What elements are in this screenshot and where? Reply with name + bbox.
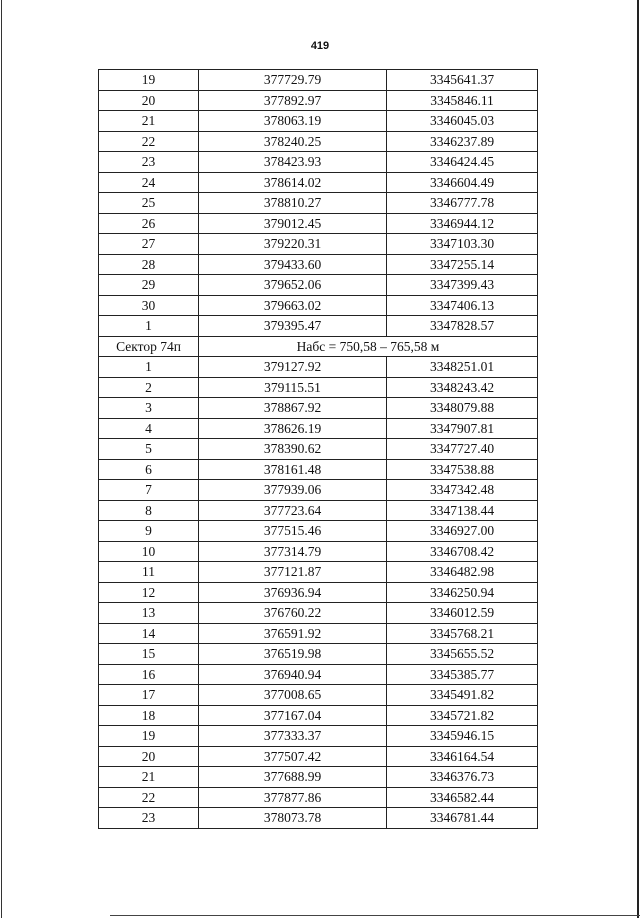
table-row <box>99 152 538 173</box>
table-row <box>99 193 538 214</box>
table-row <box>99 562 538 583</box>
table-row <box>99 644 538 665</box>
point-number-cell: 16 <box>99 664 199 685</box>
page-number: 419 <box>310 40 330 52</box>
table-row <box>99 70 538 91</box>
point-number-cell: 27 <box>99 234 199 255</box>
y-coordinate-cell: 3347406.13 <box>387 295 538 316</box>
point-number-cell: 5 <box>99 439 199 460</box>
table-row <box>99 131 538 152</box>
x-coordinate-cell: 378614.02 <box>199 172 387 193</box>
y-coordinate-cell: 3347538.88 <box>387 459 538 480</box>
y-coordinate-cell: 3347907.81 <box>387 418 538 439</box>
x-coordinate-cell: 377939.06 <box>199 480 387 501</box>
x-coordinate-cell: 378390.62 <box>199 439 387 460</box>
x-coordinate-cell: 378161.48 <box>199 459 387 480</box>
point-number-cell: 6 <box>99 459 199 480</box>
rows-before-sector <box>99 70 538 337</box>
point-number-cell: 25 <box>99 193 199 214</box>
coordinates-table <box>98 69 538 829</box>
y-coordinate-cell: 3346250.94 <box>387 582 538 603</box>
x-coordinate-cell: 379012.45 <box>199 213 387 234</box>
x-coordinate-cell: 378810.27 <box>199 193 387 214</box>
x-coordinate-cell: 379395.47 <box>199 316 387 337</box>
x-coordinate-cell: 377008.65 <box>199 685 387 706</box>
y-coordinate-cell: 3345385.77 <box>387 664 538 685</box>
point-number-cell: 17 <box>99 685 199 706</box>
y-coordinate-cell: 3346777.78 <box>387 193 538 214</box>
table-row <box>99 377 538 398</box>
table-row <box>99 357 538 378</box>
x-coordinate-cell: 377688.99 <box>199 767 387 788</box>
point-number-cell: 24 <box>99 172 199 193</box>
x-coordinate-cell: 378626.19 <box>199 418 387 439</box>
table-row <box>99 418 538 439</box>
y-coordinate-cell: 3347399.43 <box>387 275 538 296</box>
rows-after-sector <box>99 357 538 829</box>
point-number-cell: 1 <box>99 316 199 337</box>
y-coordinate-cell: 3348251.01 <box>387 357 538 378</box>
point-number-cell: 10 <box>99 541 199 562</box>
point-number-cell: 20 <box>99 90 199 111</box>
point-number-cell: 23 <box>99 152 199 173</box>
y-coordinate-cell: 3346424.45 <box>387 152 538 173</box>
y-coordinate-cell: 3345768.21 <box>387 623 538 644</box>
x-coordinate-cell: 378867.92 <box>199 398 387 419</box>
point-number-cell: 7 <box>99 480 199 501</box>
y-coordinate-cell: 3346237.89 <box>387 131 538 152</box>
x-coordinate-cell: 377167.04 <box>199 705 387 726</box>
table-row <box>99 275 538 296</box>
point-number-cell: 22 <box>99 131 199 152</box>
y-coordinate-cell: 3347255.14 <box>387 254 538 275</box>
y-coordinate-cell: 3347727.40 <box>387 439 538 460</box>
table-row <box>99 787 538 808</box>
y-coordinate-cell: 3346376.73 <box>387 767 538 788</box>
y-coordinate-cell: 3347138.44 <box>387 500 538 521</box>
table-row <box>99 705 538 726</box>
point-number-cell: 9 <box>99 521 199 542</box>
point-number-cell: 28 <box>99 254 199 275</box>
y-coordinate-cell: 3346708.42 <box>387 541 538 562</box>
point-number-cell: 11 <box>99 562 199 583</box>
x-coordinate-cell: 376591.92 <box>199 623 387 644</box>
table-row <box>99 254 538 275</box>
x-coordinate-cell: 377729.79 <box>199 70 387 91</box>
y-coordinate-cell: 3345641.37 <box>387 70 538 91</box>
point-number-cell: 15 <box>99 644 199 665</box>
y-coordinate-cell: 3346781.44 <box>387 808 538 829</box>
y-coordinate-cell: 3346944.12 <box>387 213 538 234</box>
point-number-cell: 19 <box>99 70 199 91</box>
point-number-cell: 21 <box>99 111 199 132</box>
table-row <box>99 111 538 132</box>
x-coordinate-cell: 377333.37 <box>199 726 387 747</box>
x-coordinate-cell: 377892.97 <box>199 90 387 111</box>
x-coordinate-cell: 376936.94 <box>199 582 387 603</box>
table-row <box>99 541 538 562</box>
y-coordinate-cell: 3347103.30 <box>387 234 538 255</box>
y-coordinate-cell: 3345655.52 <box>387 644 538 665</box>
sector-row <box>99 336 538 357</box>
y-coordinate-cell: 3345946.15 <box>387 726 538 747</box>
table-row <box>99 459 538 480</box>
y-coordinate-cell: 3345491.82 <box>387 685 538 706</box>
y-coordinate-cell: 3346927.00 <box>387 521 538 542</box>
y-coordinate-cell: 3345721.82 <box>387 705 538 726</box>
x-coordinate-cell: 377314.79 <box>199 541 387 562</box>
table-row <box>99 439 538 460</box>
y-coordinate-cell: 3346012.59 <box>387 603 538 624</box>
point-number-cell: 19 <box>99 726 199 747</box>
table-row <box>99 623 538 644</box>
x-coordinate-cell: 378240.25 <box>199 131 387 152</box>
point-number-cell: 26 <box>99 213 199 234</box>
sector-label: Сектор 74п <box>99 336 199 357</box>
point-number-cell: 13 <box>99 603 199 624</box>
x-coordinate-cell: 377515.46 <box>199 521 387 542</box>
y-coordinate-cell: 3345846.11 <box>387 90 538 111</box>
table-row <box>99 521 538 542</box>
sector-header <box>99 336 538 357</box>
x-coordinate-cell: 376760.22 <box>199 603 387 624</box>
table-row <box>99 603 538 624</box>
point-number-cell: 8 <box>99 500 199 521</box>
x-coordinate-cell: 378073.78 <box>199 808 387 829</box>
table-row <box>99 685 538 706</box>
y-coordinate-cell: 3346604.49 <box>387 172 538 193</box>
x-coordinate-cell: 377723.64 <box>199 500 387 521</box>
x-coordinate-cell: 376940.94 <box>199 664 387 685</box>
x-coordinate-cell: 377121.87 <box>199 562 387 583</box>
table-row <box>99 808 538 829</box>
x-coordinate-cell: 379652.06 <box>199 275 387 296</box>
point-number-cell: 12 <box>99 582 199 603</box>
x-coordinate-cell: 379220.31 <box>199 234 387 255</box>
table-row <box>99 90 538 111</box>
point-number-cell: 3 <box>99 398 199 419</box>
x-coordinate-cell: 377507.42 <box>199 746 387 767</box>
table-row <box>99 767 538 788</box>
table-row <box>99 664 538 685</box>
y-coordinate-cell: 3346164.54 <box>387 746 538 767</box>
y-coordinate-cell: 3348079.88 <box>387 398 538 419</box>
y-coordinate-cell: 3347828.57 <box>387 316 538 337</box>
x-coordinate-cell: 378063.19 <box>199 111 387 132</box>
point-number-cell: 22 <box>99 787 199 808</box>
y-coordinate-cell: 3346045.03 <box>387 111 538 132</box>
y-coordinate-cell: 3346482.98 <box>387 562 538 583</box>
x-coordinate-cell: 379663.02 <box>199 295 387 316</box>
point-number-cell: 29 <box>99 275 199 296</box>
point-number-cell: 23 <box>99 808 199 829</box>
table-row <box>99 295 538 316</box>
table-row <box>99 234 538 255</box>
x-coordinate-cell: 379127.92 <box>199 357 387 378</box>
y-coordinate-cell: 3346582.44 <box>387 787 538 808</box>
table-row <box>99 582 538 603</box>
table-row <box>99 316 538 337</box>
table-row <box>99 398 538 419</box>
point-number-cell: 20 <box>99 746 199 767</box>
y-coordinate-cell: 3348243.42 <box>387 377 538 398</box>
point-number-cell: 18 <box>99 705 199 726</box>
sector-height-range: Набс = 750,58 – 765,58 м <box>199 336 538 357</box>
point-number-cell: 14 <box>99 623 199 644</box>
scan-edge-left <box>1 0 2 918</box>
point-number-cell: 1 <box>99 357 199 378</box>
scan-edge-right <box>637 0 639 918</box>
table-row <box>99 726 538 747</box>
point-number-cell: 30 <box>99 295 199 316</box>
table-row <box>99 480 538 501</box>
table-row <box>99 213 538 234</box>
point-number-cell: 2 <box>99 377 199 398</box>
x-coordinate-cell: 376519.98 <box>199 644 387 665</box>
x-coordinate-cell: 379115.51 <box>199 377 387 398</box>
point-number-cell: 4 <box>99 418 199 439</box>
scan-edge-bottom <box>110 915 640 916</box>
y-coordinate-cell: 3347342.48 <box>387 480 538 501</box>
table-row <box>99 172 538 193</box>
table-row <box>99 500 538 521</box>
x-coordinate-cell: 379433.60 <box>199 254 387 275</box>
x-coordinate-cell: 377877.86 <box>199 787 387 808</box>
x-coordinate-cell: 378423.93 <box>199 152 387 173</box>
point-number-cell: 21 <box>99 767 199 788</box>
table-row <box>99 746 538 767</box>
